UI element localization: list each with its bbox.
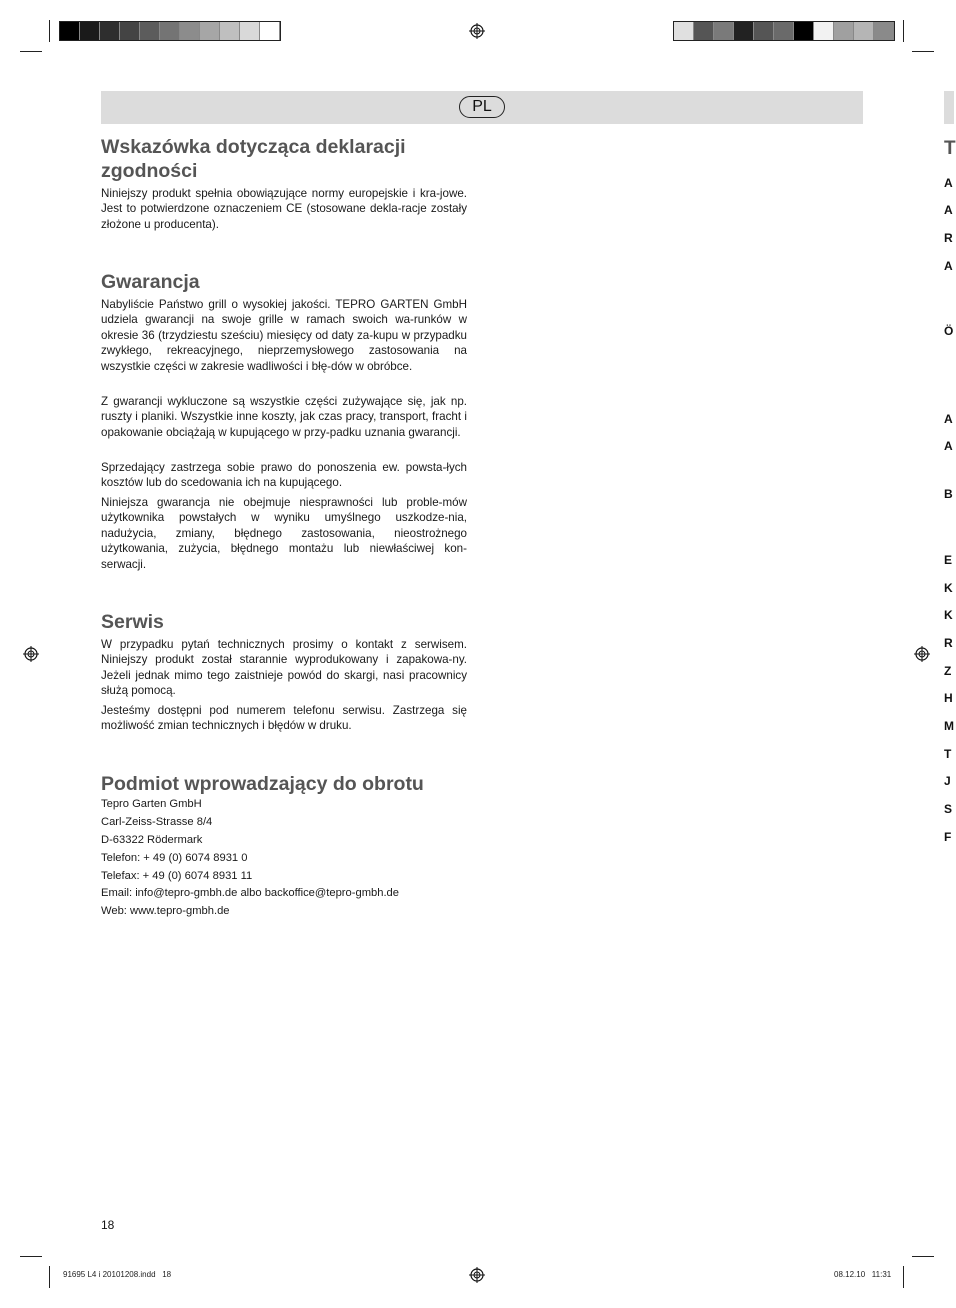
adjacent-page-letter: K [944,608,953,622]
adjacent-page-letter: A [944,203,953,217]
adjacent-page-letter: J [944,774,951,788]
adjacent-page-letter: S [944,802,953,816]
adjacent-page-letter: A [944,176,953,190]
warranty-paragraph: Z gwarancji wykluczone są wszystkie części zużywające się, jak np. ruszty i planiki. Wszystkie inne koszty, jak czas pracy, transport, fracht i opakowanie obciążają w kupującego w przy-padku uznania gwarancji. [101,395,467,439]
adjacent-page-letter: Ö [944,324,954,338]
adjacent-page-letter: A [944,439,953,453]
importer-street: Carl-Zeiss-Strasse 8/4 [101,816,213,828]
crop-mark [49,1266,50,1288]
crop-mark [49,20,50,42]
warranty-paragraph: Sprzedający zastrzega sobie prawo do ponoszenia ew. powsta-łych kosztów lub do scedowania ich na kupującego. [101,461,467,490]
crop-mark [912,51,934,52]
color-calibration-strip-left [59,21,281,41]
registration-mark-icon [23,646,39,662]
registration-mark-icon [469,1267,485,1283]
declaration-heading-line2: zgodności [101,160,198,182]
registration-mark-icon [469,23,485,39]
declaration-paragraph: Niniejszy produkt spełnia obowiązujące normy europejskie i kra-jowe. Jest to potwierdzone oznaczeniem CE (stosowane dekla-racje zostały złożone u producenta). [101,187,467,231]
crop-mark [912,1256,934,1257]
service-paragraph: Jesteśmy dostępni pod numerem telefonu serwisu. Zastrzega się możliwość zmian technicznych i błędów w druku. [101,704,467,733]
adjacent-page-letter: R [944,636,953,650]
crop-mark [903,20,904,42]
warranty-paragraph: Nabyliście Państwo grill o wysokiej jakości. TEPRO GARTEN GmbH udziela gwarancji na swoje grille w ramach swoich wa-runków w okresie 36 (trzydziestu sześciu) miesięcy od daty za-kupu w przypadku zwykłego, rekreacyjnego, nieprzemysłowego zastosowania na wszystkie części w zakresie wadliwości i błę-dów w obróbce. [101,298,467,373]
adjacent-page-letter: F [944,830,952,844]
crop-mark [20,1256,42,1257]
adjacent-page-header-bar [944,91,954,124]
importer-email: Email: info@tepro-gmbh.de albo backoffice@tepro-gmbh.de [101,887,400,899]
warranty-heading: Gwarancja [101,271,200,293]
importer-fax: Telefax: + 49 (0) 6074 8931 11 [101,870,253,882]
importer-phone: Telefon: + 49 (0) 6074 8931 0 [101,852,248,864]
language-tab: PL [459,96,505,118]
declaration-heading [101,135,471,183]
importer-heading: Podmiot wprowadzający do obrotu [101,773,424,795]
adjacent-page-letter: K [944,581,953,595]
adjacent-page-letter: H [944,691,953,705]
importer-company: Tepro Garten GmbH [101,798,202,810]
service-heading: Serwis [101,611,164,633]
adjacent-page-letter: Z [944,664,952,678]
adjacent-page-letter: T [944,138,956,159]
declaration-heading-line1: Wskazówka dotycząca deklaracji [101,136,406,158]
adjacent-page-letter: B [944,487,953,501]
page-number: 18 [101,1218,115,1232]
adjacent-page-letter: A [944,259,953,273]
adjacent-page-letter: M [944,719,954,733]
registration-mark-icon [914,646,930,662]
adjacent-page-letter: A [944,412,953,426]
importer-city: D-63322 Rödermark [101,834,203,846]
adjacent-page-letter: T [944,747,952,761]
crop-mark [903,1266,904,1288]
footer-datetime: 08.12.10 11:31 [834,1270,892,1279]
service-paragraph: W przypadku pytań technicznych prosimy o kontakt z serwisem. Niniejszy produkt został starannie wyprodukowany i zapakowa-ny. Jeżeli jednak mimo tego zaistnieje powód do skargi, nasi pracownicy służą pomocą. [101,638,467,698]
adjacent-page-letter: E [944,553,953,567]
warranty-paragraph: Niniejsza gwarancja nie obejmuje niesprawności lub proble-mów użytkownika powstałych w wyniku umyślnego uszkodze-nia, nadużycia, zmiany, błędnego zastosowania, nieostrożnego użytkowania, zużycia, błędnego montażu lub niewłaściwej kon-serwacji. [101,496,467,571]
adjacent-page-letter: R [944,231,953,245]
color-calibration-strip-right [673,21,895,41]
crop-mark [20,51,42,52]
importer-web: Web: www.tepro-gmbh.de [101,905,230,917]
footer-file-info: 91695 L4 i 20101208.indd 18 [63,1270,172,1279]
